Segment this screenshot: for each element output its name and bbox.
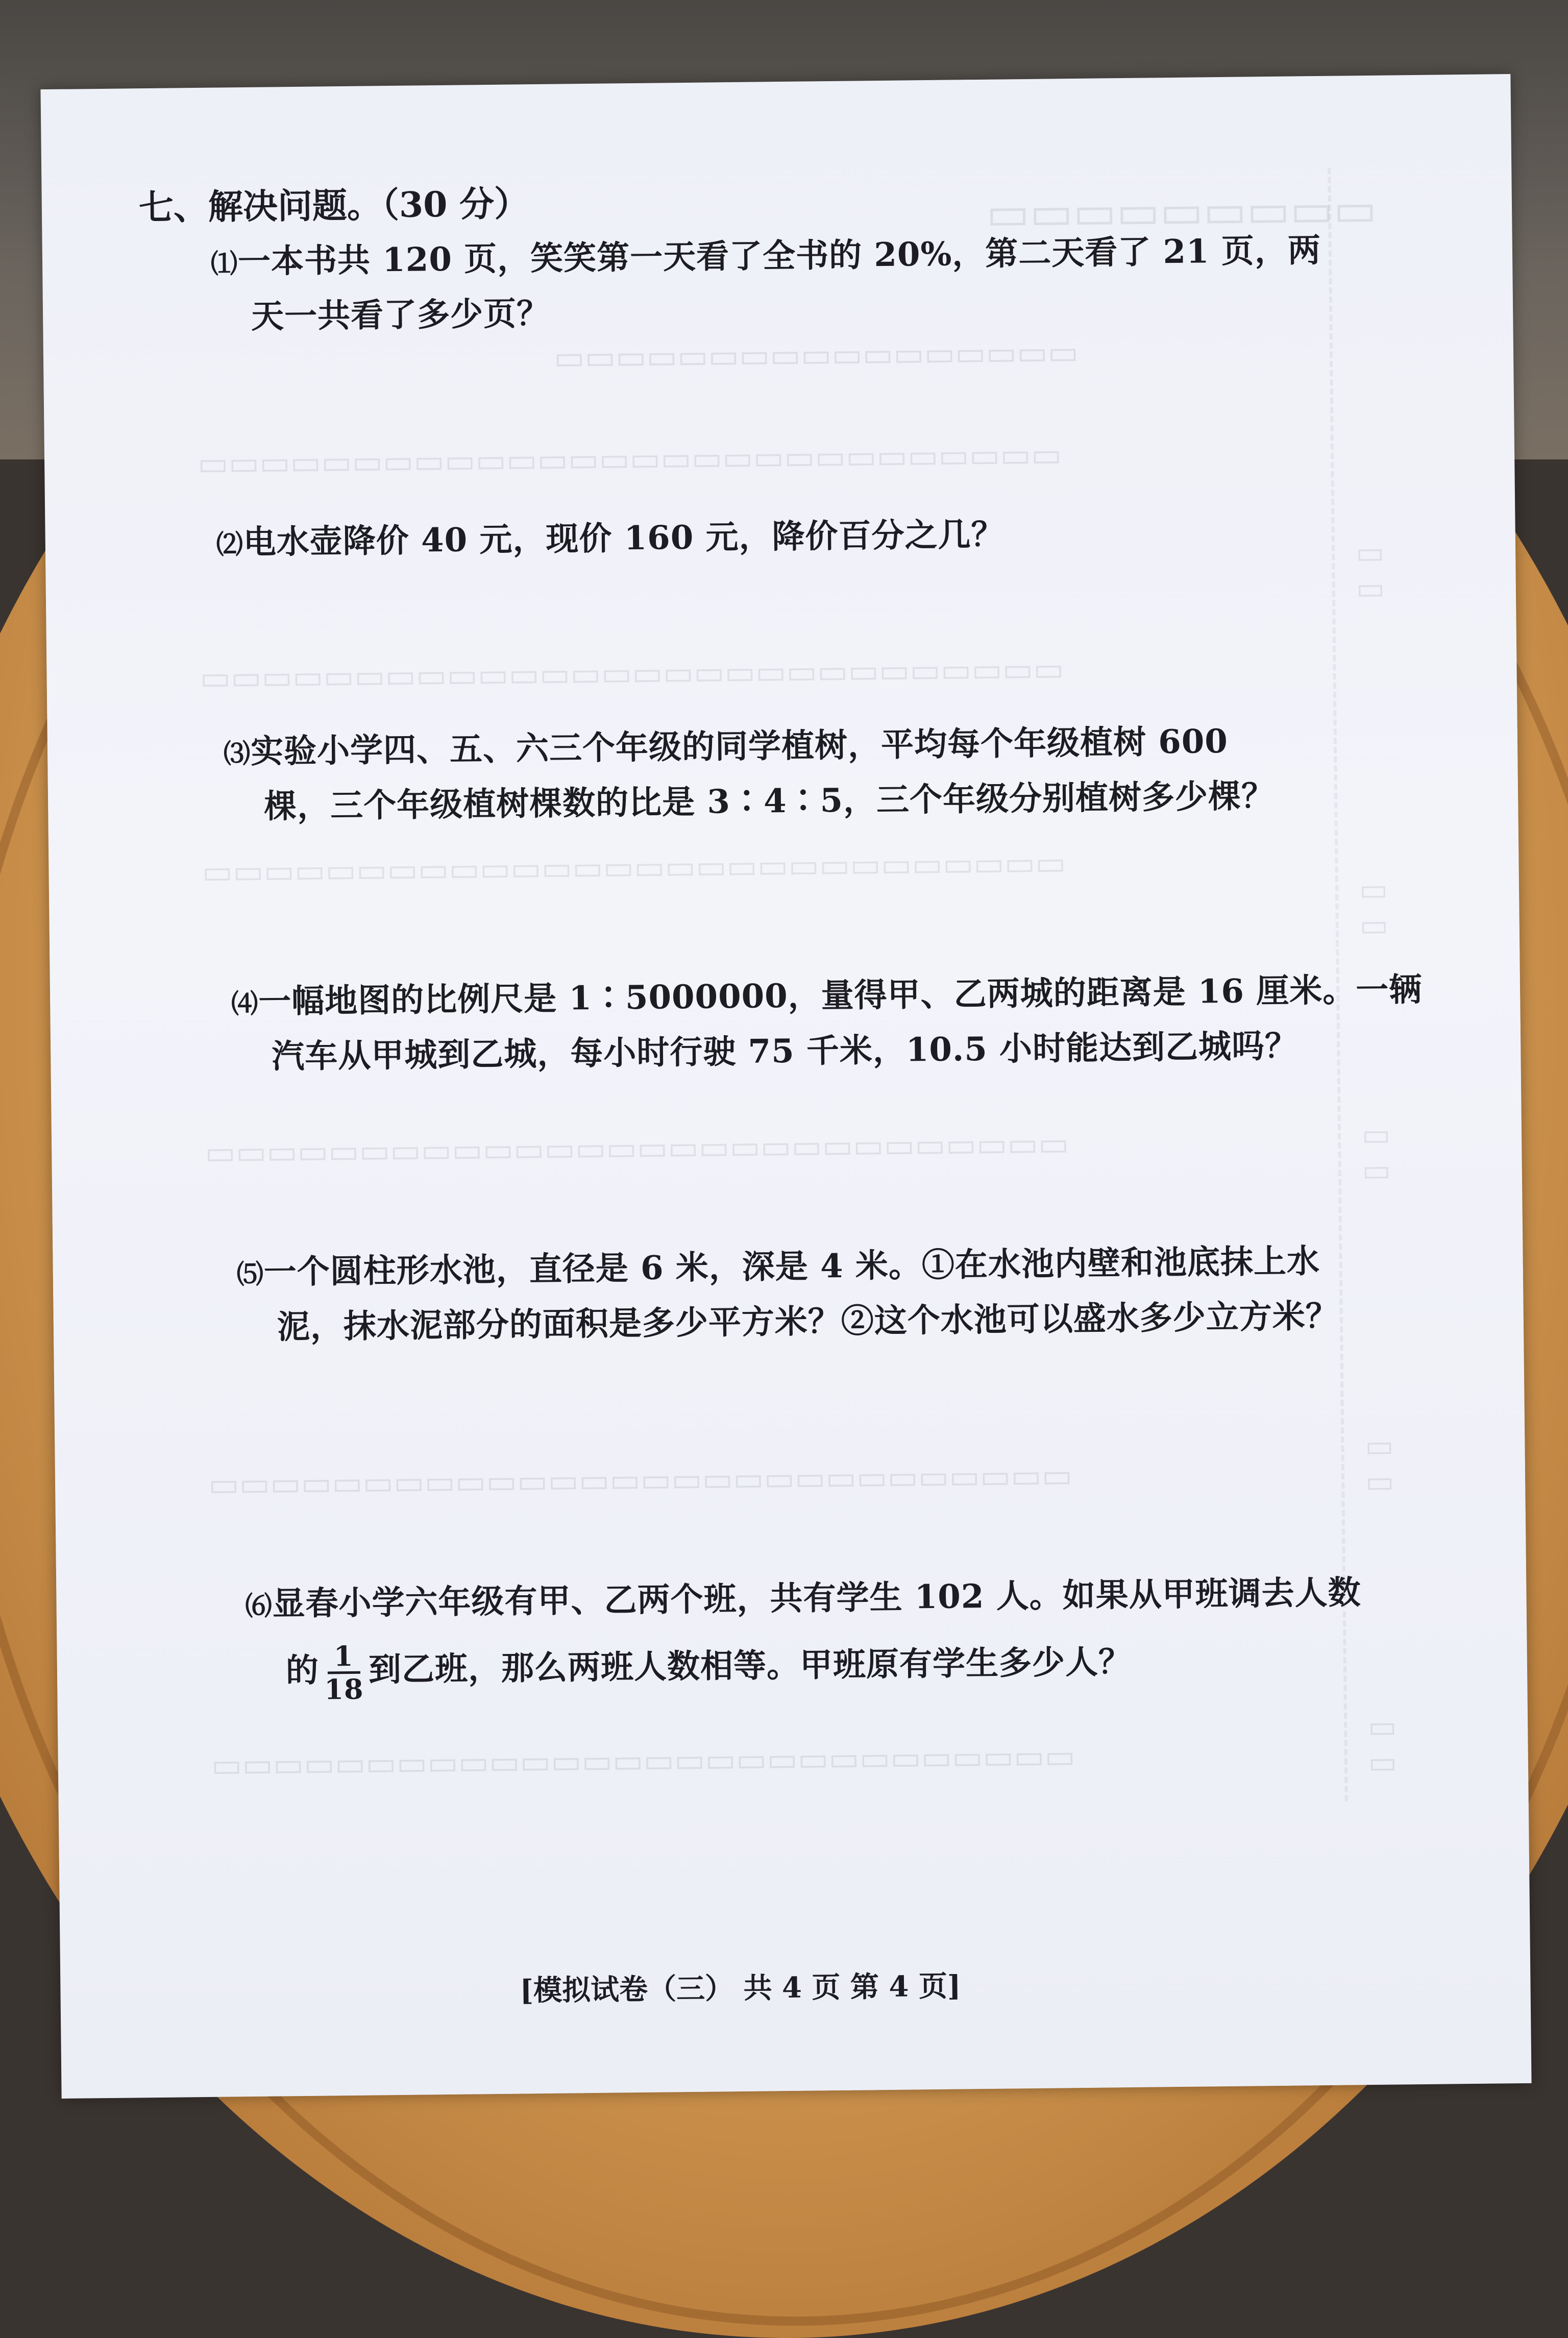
question-number: ⑵ xyxy=(216,529,244,561)
fraction-denominator: 18 xyxy=(324,1672,364,1706)
question-2 xyxy=(216,508,1004,571)
question-text: 棵，三个年级植树棵数的比是 3∶4∶5，三个年级分别植树多少棵？ xyxy=(263,776,1275,826)
question-text: 显春小学六年级有甲、乙两个班，共有学生 102 人。如果从甲班调去人数 xyxy=(272,1573,1362,1623)
question-number: ⑸ xyxy=(236,1258,264,1290)
bleed-through-text: ▭▭ xyxy=(1352,534,1389,607)
bleed-through-text: ▭▭▭▭▭▭▭▭▭▭▭▭▭▭▭▭▭▭▭▭▭▭▭▭▭▭▭▭ xyxy=(208,1457,1073,1504)
question-text: 泥，抹水泥部分的面积是多少平方米？②这个水池可以盛水多少立方米？ xyxy=(277,1297,1339,1347)
exam-paper-sheet xyxy=(40,74,1531,2099)
question-4 xyxy=(231,963,1423,1084)
bleed-through-text: ▭▭▭▭▭▭▭▭▭▭▭▭▭▭▭▭▭▭▭▭▭▭▭▭▭▭▭▭ xyxy=(211,1738,1076,1785)
question-number: ⑷ xyxy=(231,988,259,1020)
fraction-numerator: 1 xyxy=(333,1639,354,1673)
question-3 xyxy=(224,715,1275,834)
question-number: ⑶ xyxy=(223,738,251,770)
question-1 xyxy=(210,224,1321,344)
bleed-through-text: ▭▭▭▭▭▭▭▭▭▭▭▭▭▭▭▭▭▭▭▭▭▭▭▭▭▭▭▭ xyxy=(202,844,1066,891)
bleed-through-text: ▭▭▭▭▭▭▭▭▭ xyxy=(986,182,1377,240)
question-text: 天一共看了多少页？ xyxy=(251,294,550,336)
question-text: 实验小学四、五、六三个年级的同学植树，平均每个年级植树 600 xyxy=(250,722,1229,771)
question-number: ⑹ xyxy=(245,1590,273,1622)
bleed-through-text: ▭▭▭▭▭▭▭▭▭▭▭▭▭▭▭▭▭▭▭▭▭▭▭▭▭▭▭▭ xyxy=(204,1125,1069,1172)
question-text: 一本书共 120 页，笑笑第一天看了全书的 20%，第二天看了 21 页，两 xyxy=(237,231,1321,281)
bleed-through-text: ▭▭▭▭▭▭▭▭▭▭▭▭▭▭▭▭▭ xyxy=(553,333,1079,377)
question-5 xyxy=(236,1235,1339,1355)
bleed-through-text: ▭▭ xyxy=(1358,1116,1395,1189)
page-footer: [模拟试卷（三） 共 4 页 第 4 页] xyxy=(520,1969,961,2008)
section-title: 七、解决问题。（30 分） xyxy=(138,183,529,229)
bleed-through-text: ▭▭ xyxy=(1361,1428,1398,1500)
question-text: 汽车从甲城到乙城，每小时行驶 75 千米，10.5 小时能达到乙城吗？ xyxy=(271,1027,1298,1076)
question-6 xyxy=(245,1566,1362,1710)
question-text: 到乙班，那么两班人数相等。甲班原有学生多少人？ xyxy=(368,1642,1132,1689)
bleed-through-text: ▭▭▭▭▭▭▭▭▭▭▭▭▭▭▭▭▭▭▭▭▭▭▭▭▭▭▭▭ xyxy=(197,436,1062,483)
bleed-through-text: ▭▭▭▭▭▭▭▭▭▭▭▭▭▭▭▭▭▭▭▭▭▭▭▭▭▭▭▭ xyxy=(200,650,1064,697)
fraction xyxy=(324,1641,363,1705)
question-number: ⑴ xyxy=(210,248,238,280)
question-text: 的 xyxy=(285,1651,320,1690)
question-text: 一个圆柱形水池，直径是 6 米，深是 4 米。①在水池内壁和池底抹上水 xyxy=(263,1242,1320,1292)
bleed-through-text: ▭▭ xyxy=(1355,871,1392,944)
question-text: 电水壶降价 40 元，现价 160 元，降价百分之几？ xyxy=(243,515,1004,562)
question-text: 一幅地图的比例尺是 1∶5000000，量得甲、乙两城的距离是 16 厘米。一辆 xyxy=(258,970,1423,1021)
bleed-through-text: ▭▭ xyxy=(1364,1709,1401,1781)
